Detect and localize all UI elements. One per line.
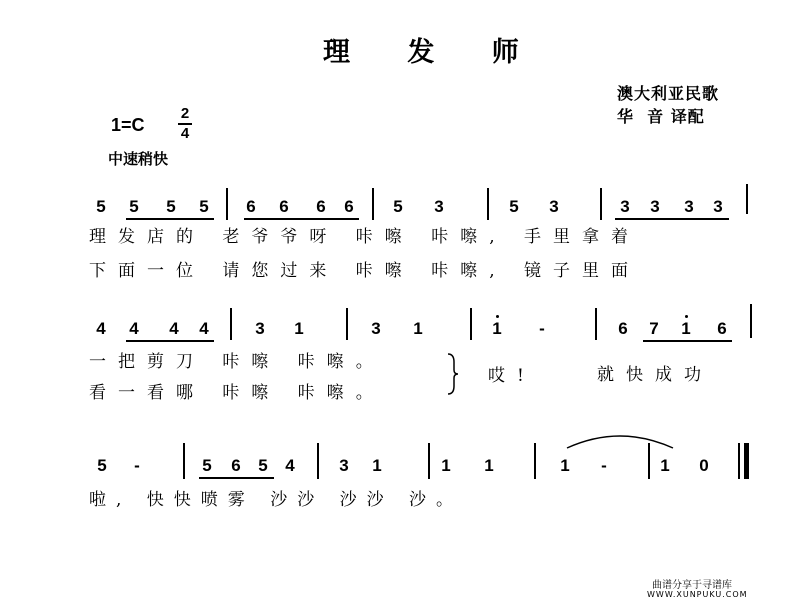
brace-icon [446,352,460,396]
note: - [134,456,140,475]
note: 3 [339,456,349,475]
beam-underline [244,218,359,220]
tempo-marking: 中速稍快 [108,150,169,168]
bar-line [750,304,752,338]
lyrics-line3: 啦, 快快喷雾 沙沙 沙沙 沙。 [89,490,464,510]
beam-underline [643,340,732,342]
note: 1 [560,456,570,475]
bar-line [600,188,602,220]
octave-dot [685,315,688,318]
note: 4 [199,319,209,338]
lyrics-line2-end: 就快成功 [597,365,713,385]
note: - [601,456,607,475]
beam-underline [126,340,214,342]
note: 5 [202,456,212,475]
song-title: 理 发 师 [323,37,543,68]
bar-line [487,188,489,220]
bar-line [746,184,748,214]
lyrics-verse1-line2: 一把剪刀 咔嚓 咔嚓。 [89,352,385,372]
note: 3 [713,197,723,216]
lyrics-verse1-line1: 理发店的 老爷爷呀 咔嚓 咔嚓, 手里拿着 [89,227,641,247]
note: 6 [344,197,354,216]
time-signature [178,106,192,142]
tie-icon [565,430,675,450]
lyrics-verse2-line2: 看一看哪 咔嚓 咔嚓。 [89,383,385,403]
note: 5 [97,456,107,475]
note: 3 [620,197,630,216]
note: 3 [371,319,381,338]
time-sig-top: 2 [180,105,190,122]
beam-underline [615,218,729,220]
note: 1 [492,319,502,338]
note: 3 [255,319,265,338]
bar-line [595,308,597,340]
note: 5 [96,197,106,216]
bar-line [317,443,319,479]
bar-line [346,308,348,340]
note: 4 [169,319,179,338]
interjection: 哎! [488,366,536,386]
note: 1 [441,456,451,475]
time-sig-bottom: 4 [180,125,190,142]
note: 3 [650,197,660,216]
bar-line [226,188,228,220]
note: 5 [258,456,268,475]
octave-dot [496,315,499,318]
bar-line [534,443,536,479]
credit-translator: 华 音 译配 [617,107,705,126]
note: 0 [699,456,709,475]
footer-url: WWW.XUNPUKU.COM [647,590,748,599]
beam-underline [199,477,274,479]
lyrics-verse2-line1: 下面一位 请您过来 咔嚓 咔嚓, 镜子里面 [89,261,641,281]
note: 6 [231,456,241,475]
bar-line [428,443,430,479]
note: 1 [681,319,691,338]
note: 1 [413,319,423,338]
note: 3 [434,197,444,216]
note: 6 [316,197,326,216]
note: 4 [96,319,106,338]
note: 1 [372,456,382,475]
credit-origin: 澳大利亚民歌 [617,84,720,103]
note: 1 [660,456,670,475]
note: 6 [717,319,727,338]
note: 3 [549,197,559,216]
final-barline-thick [744,443,749,479]
note: 5 [129,197,139,216]
note: 4 [129,319,139,338]
note: 5 [166,197,176,216]
note: 1 [484,456,494,475]
note: 4 [285,456,295,475]
bar-line [183,443,185,479]
key-signature: 1=C [111,115,145,135]
note: 5 [393,197,403,216]
note: - [539,319,545,338]
note: 6 [618,319,628,338]
note: 5 [509,197,519,216]
note: 6 [246,197,256,216]
beam-underline [126,218,214,220]
note: 1 [294,319,304,338]
note: 5 [199,197,209,216]
footer-credit: 曲谱分享于寻谱库 [652,580,732,591]
note: 6 [279,197,289,216]
bar-line [470,308,472,340]
note: 7 [649,319,659,338]
note: 3 [684,197,694,216]
bar-line [372,188,374,220]
bar-line [230,308,232,340]
final-barline [738,443,740,479]
